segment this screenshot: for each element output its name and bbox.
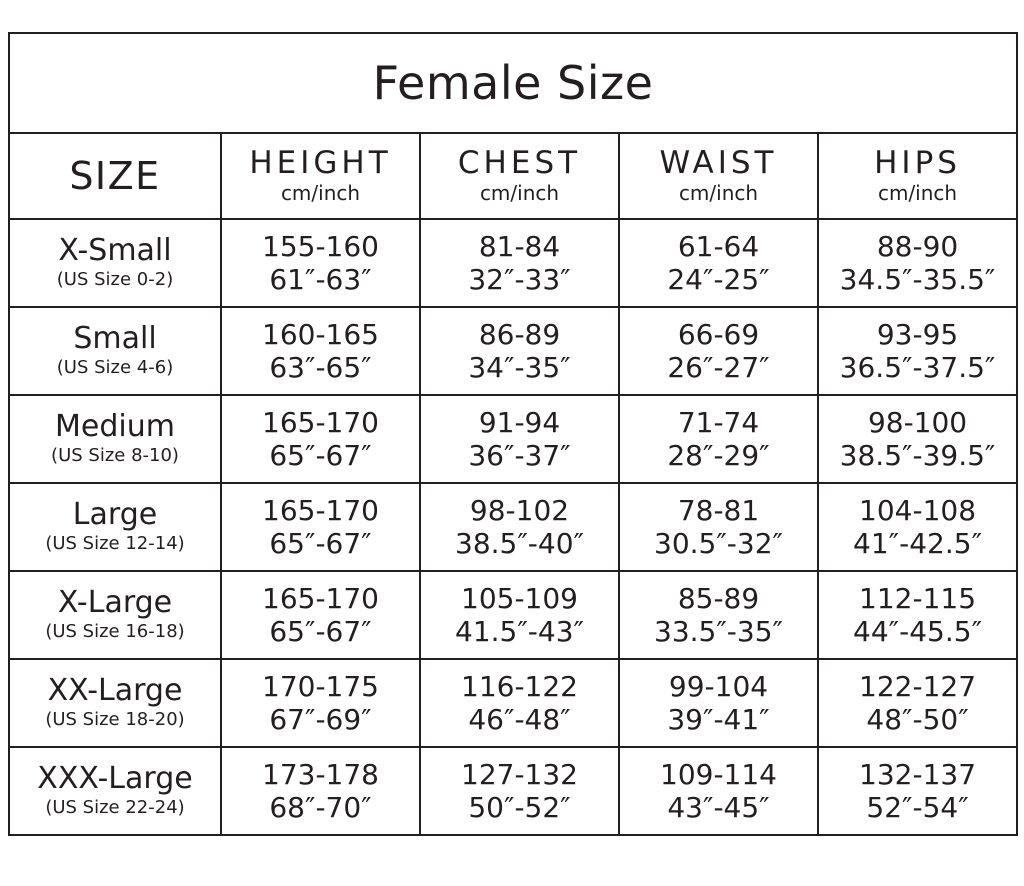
waist-cell xyxy=(619,219,818,307)
hips-cm: 132-137 xyxy=(859,757,977,791)
size-us-equivalent: (US Size 18-20) xyxy=(45,708,185,730)
header-row xyxy=(9,133,1017,219)
chest-cm: 81-84 xyxy=(478,229,561,263)
chest-cell xyxy=(420,483,619,571)
hips-cell xyxy=(818,219,1017,307)
height-cell xyxy=(221,483,420,571)
waist-cell xyxy=(619,307,818,395)
chest-cm: 105-109 xyxy=(461,581,578,615)
chest-cell xyxy=(420,659,619,747)
waist-in: 30.5″-32″ xyxy=(654,527,783,560)
waist-cm: 61-64 xyxy=(677,229,760,263)
height-cm: 165-170 xyxy=(262,493,379,527)
female-size-table xyxy=(8,32,1018,836)
waist-in: 39″-41″ xyxy=(667,703,770,736)
chest-cell xyxy=(420,395,619,483)
waist-cell xyxy=(619,395,818,483)
size-name: Large xyxy=(72,497,158,532)
waist-cm: 85-89 xyxy=(677,581,760,615)
chest-cell xyxy=(420,307,619,395)
hips-cm: 88-90 xyxy=(876,229,959,263)
size-name: Medium xyxy=(55,409,175,444)
waist-in: 43″-45″ xyxy=(667,791,770,824)
waist-cm: 109-114 xyxy=(660,757,777,791)
height-in: 67″-69″ xyxy=(269,703,372,736)
hips-cm: 98-100 xyxy=(867,405,968,439)
height-cm: 160-165 xyxy=(262,317,379,351)
chest-cm: 116-122 xyxy=(461,669,578,703)
column-header-chest-name: CHEST xyxy=(457,144,582,181)
chest-in: 41.5″-43″ xyxy=(455,615,584,648)
column-header-height-unit: cm/inch xyxy=(280,181,361,206)
size-us-equivalent: (US Size 0-2) xyxy=(56,268,174,290)
hips-cell xyxy=(818,571,1017,659)
size-cell xyxy=(9,571,221,659)
height-cell xyxy=(221,659,420,747)
height-cell xyxy=(221,395,420,483)
hips-cell xyxy=(818,483,1017,571)
table-row xyxy=(9,659,1017,747)
waist-cm: 99-104 xyxy=(668,669,769,703)
column-header-hips-unit: cm/inch xyxy=(877,181,958,206)
size-us-equivalent: (US Size 4-6) xyxy=(56,356,174,378)
size-name: Small xyxy=(73,321,157,356)
waist-in: 33.5″-35″ xyxy=(654,615,783,648)
hips-cm: 104-108 xyxy=(859,493,977,527)
table-row xyxy=(9,307,1017,395)
height-in: 65″-67″ xyxy=(269,439,372,472)
hips-cm: 93-95 xyxy=(876,317,959,351)
chest-in: 50″-52″ xyxy=(468,791,571,824)
column-header-hips xyxy=(818,133,1017,219)
chest-in: 34″-35″ xyxy=(468,351,571,384)
chest-cell xyxy=(420,571,619,659)
waist-cell xyxy=(619,747,818,835)
size-us-equivalent: (US Size 16-18) xyxy=(45,620,185,642)
chest-cell xyxy=(420,747,619,835)
height-in: 65″-67″ xyxy=(269,527,372,560)
chest-in: 32″-33″ xyxy=(468,263,571,296)
height-cm: 165-170 xyxy=(262,581,379,615)
title-row xyxy=(9,33,1017,133)
column-header-size xyxy=(9,133,221,219)
waist-in: 28″-29″ xyxy=(667,439,770,472)
waist-cm: 71-74 xyxy=(677,405,760,439)
size-cell xyxy=(9,659,221,747)
column-header-waist-name: WAIST xyxy=(659,144,778,181)
size-name: XX-Large xyxy=(47,673,183,708)
size-name: X-Large xyxy=(57,585,173,620)
height-cell xyxy=(221,219,420,307)
height-in: 63″-65″ xyxy=(269,351,372,384)
height-in: 68″-70″ xyxy=(269,791,372,824)
waist-cm: 78-81 xyxy=(677,493,760,527)
chest-cm: 86-89 xyxy=(478,317,561,351)
size-us-equivalent: (US Size 22-24) xyxy=(45,796,185,818)
height-in: 61″-63″ xyxy=(269,263,372,296)
chest-in: 46″-48″ xyxy=(468,703,571,736)
column-header-size-label: SIZE xyxy=(69,154,161,198)
hips-in: 44″-45.5″ xyxy=(853,615,983,648)
waist-in: 26″-27″ xyxy=(667,351,770,384)
height-cell xyxy=(221,571,420,659)
size-name: XXX-Large xyxy=(37,761,193,796)
size-us-equivalent: (US Size 12-14) xyxy=(45,532,185,554)
hips-cell xyxy=(818,307,1017,395)
column-header-height-name: HEIGHT xyxy=(249,144,392,181)
height-cm: 155-160 xyxy=(262,229,379,263)
waist-cm: 66-69 xyxy=(677,317,760,351)
hips-cm: 112-115 xyxy=(859,581,977,615)
hips-in: 52″-54″ xyxy=(866,791,969,824)
chest-cm: 98-102 xyxy=(469,493,570,527)
waist-cell xyxy=(619,659,818,747)
height-cell xyxy=(221,307,420,395)
height-in: 65″-67″ xyxy=(269,615,372,648)
hips-in: 48″-50″ xyxy=(866,703,969,736)
table-row xyxy=(9,747,1017,835)
table-row xyxy=(9,219,1017,307)
hips-in: 36.5″-37.5″ xyxy=(839,351,996,384)
column-header-chest xyxy=(420,133,619,219)
column-header-waist xyxy=(619,133,818,219)
hips-cell xyxy=(818,659,1017,747)
table-row xyxy=(9,483,1017,571)
column-header-waist-unit: cm/inch xyxy=(678,181,759,206)
hips-in: 38.5″-39.5″ xyxy=(839,439,996,472)
column-header-hips-name: HIPS xyxy=(874,144,961,181)
table-row xyxy=(9,571,1017,659)
table-row xyxy=(9,395,1017,483)
hips-in: 34.5″-35.5″ xyxy=(839,263,996,296)
hips-cell xyxy=(818,747,1017,835)
size-cell xyxy=(9,395,221,483)
height-cm: 170-175 xyxy=(262,669,379,703)
chest-cell xyxy=(420,219,619,307)
column-header-height xyxy=(221,133,420,219)
chest-in: 36″-37″ xyxy=(468,439,571,472)
hips-in: 41″-42.5″ xyxy=(853,527,983,560)
waist-cell xyxy=(619,571,818,659)
size-name: X-Small xyxy=(58,233,172,268)
height-cell xyxy=(221,747,420,835)
waist-in: 24″-25″ xyxy=(667,263,770,296)
waist-cell xyxy=(619,483,818,571)
column-header-chest-unit: cm/inch xyxy=(479,181,560,206)
size-cell xyxy=(9,307,221,395)
chest-cm: 91-94 xyxy=(478,405,561,439)
page-title: Female Size xyxy=(9,33,1017,133)
size-us-equivalent: (US Size 8-10) xyxy=(51,444,179,466)
hips-cm: 122-127 xyxy=(859,669,977,703)
chest-cm: 127-132 xyxy=(461,757,578,791)
hips-cell xyxy=(818,395,1017,483)
size-cell xyxy=(9,219,221,307)
size-cell xyxy=(9,747,221,835)
height-cm: 165-170 xyxy=(262,405,379,439)
size-cell xyxy=(9,483,221,571)
height-cm: 173-178 xyxy=(262,757,379,791)
chest-in: 38.5″-40″ xyxy=(455,527,584,560)
